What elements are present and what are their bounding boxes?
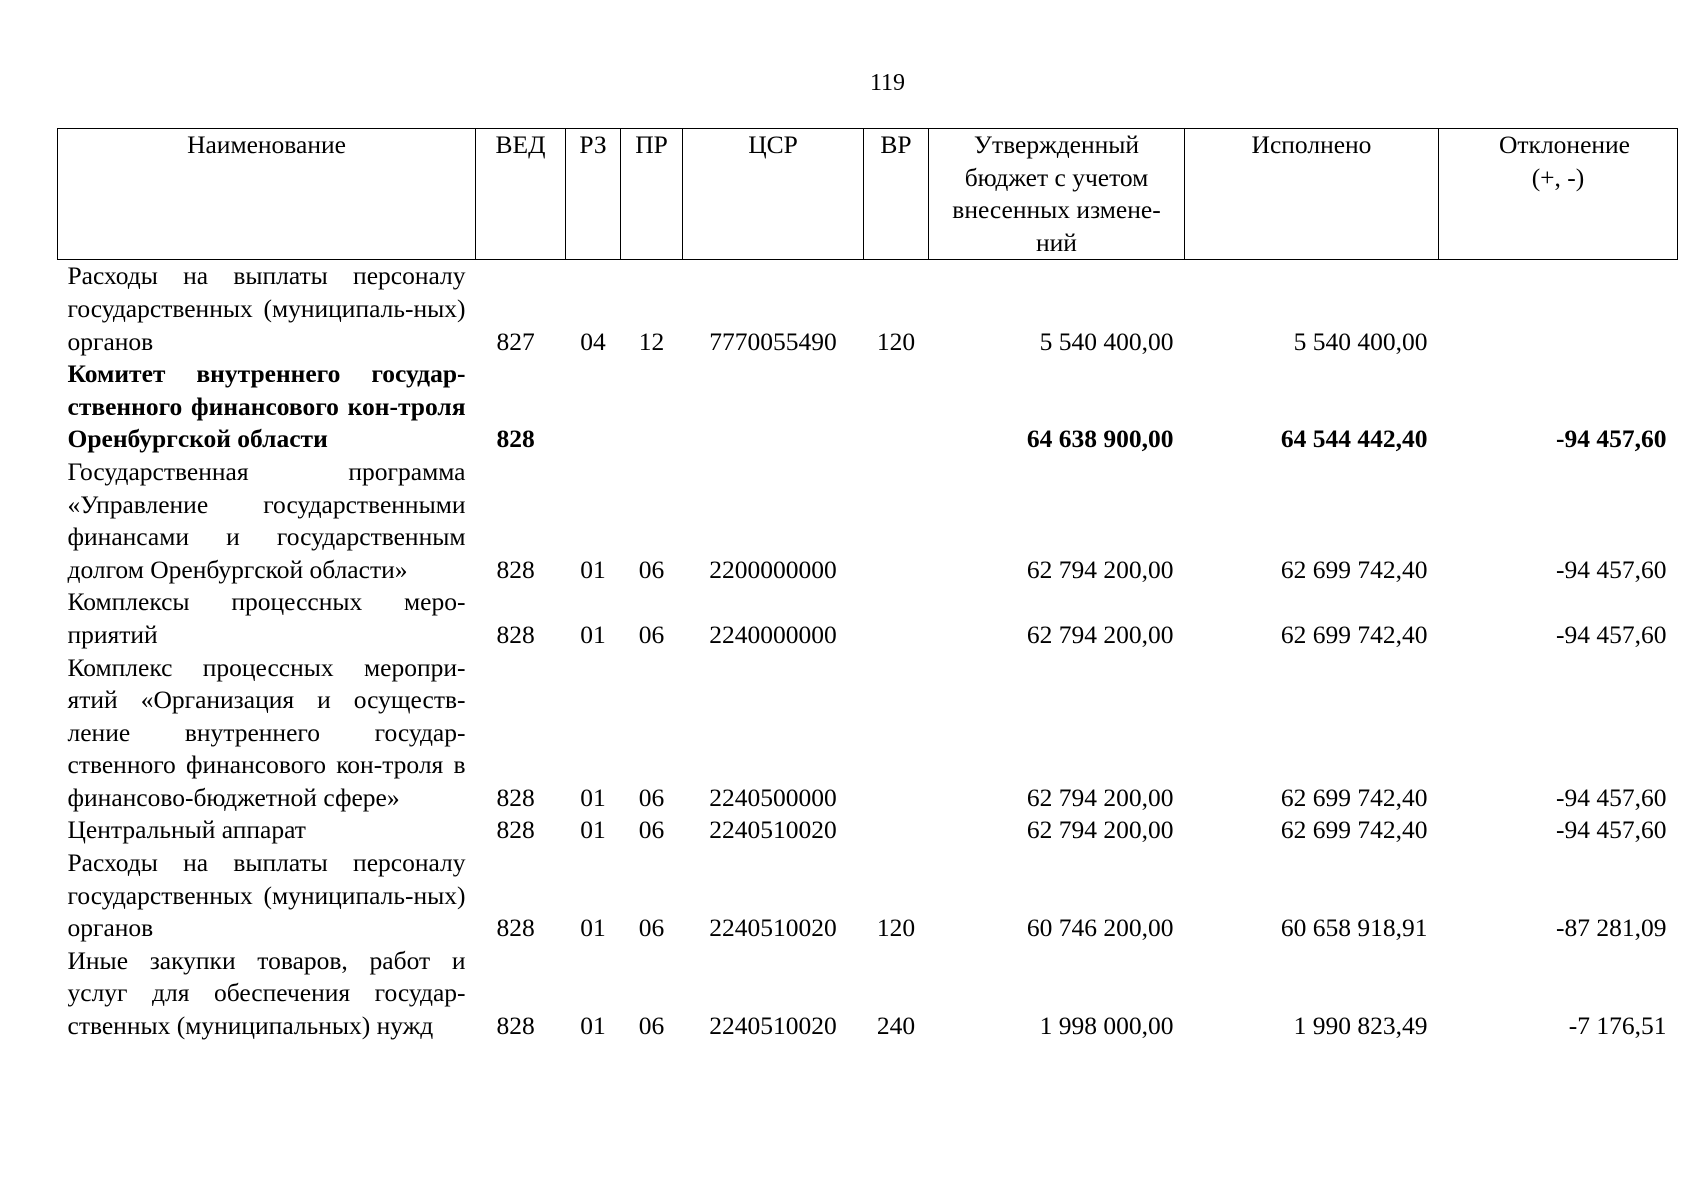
row-executed: 62 699 742,40: [1280, 815, 1428, 845]
row-rz: 01: [580, 815, 606, 845]
row-ved: 828: [496, 554, 535, 584]
row-vr: [864, 358, 929, 456]
row-rz: 01: [580, 782, 606, 812]
row-name: Расходы на выплаты персоналу государственных (муниципаль-ных) органов: [67, 848, 466, 943]
table-header-row: [58, 129, 1678, 260]
row-rz: 04: [580, 326, 606, 356]
table-row: [58, 456, 1678, 586]
table-row: [58, 945, 1678, 1043]
row-approved: 62 794 200,00: [1026, 815, 1174, 845]
budget-execution-table: [57, 128, 1678, 1043]
row-name: Комитет внутреннего государ-ственного финансового кон-троля Оренбургской области: [67, 359, 466, 454]
row-vr: 120: [876, 326, 916, 356]
row-pr: 06: [638, 554, 665, 584]
row-vr: [864, 456, 929, 586]
row-deviation: -7 176,51: [1568, 1011, 1667, 1041]
header-name: Наименование: [58, 129, 476, 260]
row-approved: 64 638 900,00: [1026, 424, 1174, 454]
header-deviation: Отклонение (+, -): [1439, 129, 1678, 260]
table-row: [58, 358, 1678, 456]
row-ved: 828: [496, 782, 535, 812]
row-vr: 240: [876, 1011, 916, 1041]
row-rz: 01: [580, 913, 606, 943]
row-rz: [566, 358, 621, 456]
row-vr: [864, 652, 929, 815]
row-executed: 62 699 742,40: [1280, 554, 1428, 584]
table-row: [58, 814, 1678, 847]
row-pr: 06: [638, 1011, 665, 1041]
row-csr: 7770055490: [709, 326, 837, 356]
row-csr: 2240000000: [709, 619, 837, 649]
header-ved: ВЕД: [476, 129, 566, 260]
row-pr: 06: [638, 619, 665, 649]
row-deviation: -87 281,09: [1556, 913, 1667, 943]
table-row: [58, 847, 1678, 945]
row-ved: 827: [496, 326, 535, 356]
row-name: Государственная программа «Управление государственными финансами и государственным долгом Оренбургской области»: [67, 456, 466, 584]
table-row: [58, 260, 1678, 358]
row-vr: 120: [876, 913, 916, 943]
row-deviation: -94 457,60: [1556, 619, 1667, 649]
row-csr: 2240510020: [709, 815, 837, 845]
row-vr: [864, 586, 929, 651]
row-deviation: -94 457,60: [1556, 554, 1667, 584]
row-name: Комплекс процессных меропри-ятий «Организация и осуществ-ление внутреннего государ-ственного финансового кон-троля в финансово-бюджетной сфере»: [67, 652, 466, 812]
row-csr: 2240500000: [709, 782, 837, 812]
row-pr: 06: [638, 815, 665, 845]
row-name: Центральный аппарат: [67, 815, 306, 845]
header-executed: Исполнено: [1185, 129, 1439, 260]
row-deviation: [1439, 260, 1678, 358]
row-rz: 01: [580, 554, 606, 584]
row-pr: [621, 358, 683, 456]
row-deviation: -94 457,60: [1556, 782, 1667, 812]
row-rz: 01: [580, 1011, 606, 1041]
header-pr: ПР: [621, 129, 683, 260]
row-executed: 64 544 442,40: [1280, 424, 1428, 454]
row-vr: [864, 814, 929, 847]
row-csr: 2200000000: [709, 554, 837, 584]
row-name: Иные закупки товаров, работ и услуг для обеспечения государ-ственных (муниципальных) нужд: [67, 945, 466, 1041]
row-csr: 2240510020: [709, 913, 837, 943]
row-approved: 62 794 200,00: [1026, 554, 1174, 584]
row-pr: 12: [638, 326, 665, 356]
row-executed: 62 699 742,40: [1280, 619, 1428, 649]
row-csr: [683, 358, 864, 456]
row-ved: 828: [496, 815, 535, 845]
row-executed: 60 658 918,91: [1280, 913, 1428, 943]
row-executed: 1 990 823,49: [1293, 1011, 1428, 1041]
row-pr: 06: [638, 913, 665, 943]
row-deviation: -94 457,60: [1556, 815, 1667, 845]
row-approved: 1 998 000,00: [1039, 1011, 1174, 1041]
row-name: Комплексы процессных меро-приятий: [67, 587, 466, 649]
row-deviation: -94 457,60: [1556, 424, 1667, 454]
header-csr: ЦСР: [683, 129, 864, 260]
row-name: Расходы на выплаты персоналу государственных (муниципаль-ных) органов: [67, 261, 466, 356]
header-rz: РЗ: [566, 129, 621, 260]
row-rz: 01: [580, 619, 606, 649]
header-vr: ВР: [864, 129, 929, 260]
row-ved: 828: [496, 913, 535, 943]
row-approved: 60 746 200,00: [1026, 913, 1174, 943]
row-approved: 62 794 200,00: [1026, 782, 1174, 812]
row-ved: 828: [496, 424, 535, 454]
table-row: [58, 652, 1678, 815]
row-ved: 828: [496, 1011, 535, 1041]
row-approved: 62 794 200,00: [1026, 619, 1174, 649]
page-number: 119: [869, 70, 906, 96]
row-approved: 5 540 400,00: [1039, 326, 1174, 356]
table-row: [58, 586, 1678, 651]
row-executed: 62 699 742,40: [1280, 782, 1428, 812]
row-executed: 5 540 400,00: [1293, 326, 1428, 356]
row-csr: 2240510020: [709, 1011, 837, 1041]
row-ved: 828: [496, 619, 535, 649]
header-approved-budget: Утвержденный бюджет с учетом внесенных измене-ний: [929, 129, 1185, 260]
row-pr: 06: [638, 782, 665, 812]
